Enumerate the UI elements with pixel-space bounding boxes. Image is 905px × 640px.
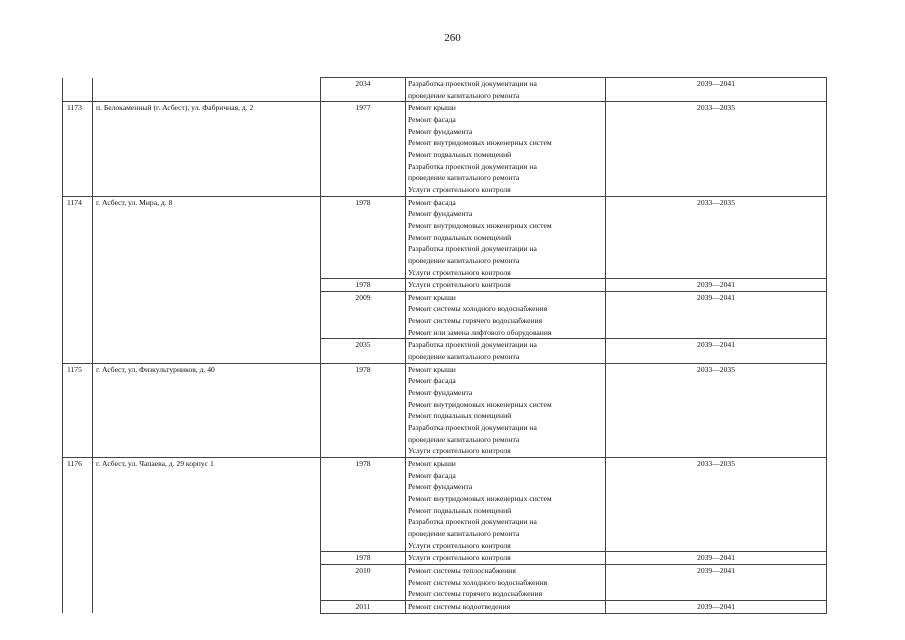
construction-year: 1978 (321, 458, 406, 552)
repair-work-item: Ремонт фасада (408, 376, 456, 386)
repair-works (406, 196, 606, 279)
capital-repair-table (62, 77, 826, 614)
repair-works (406, 279, 606, 292)
planned-period: 2039—2041 (606, 291, 827, 339)
repair-work-item: Ремонт крыши (408, 459, 456, 468)
repair-work-item: Услуги строительного контроля (408, 446, 511, 456)
repair-works (406, 600, 606, 613)
repair-work-item: Ремонт фундамента (408, 126, 473, 136)
table-row (63, 196, 827, 279)
repair-works (406, 291, 606, 339)
repair-work-item: Ремонт системы холодного водоснабжения (408, 304, 548, 314)
planned-period: 2033—2035 (606, 196, 827, 279)
construction-year: 1978 (321, 552, 406, 565)
repair-work-item: Ремонт крыши (408, 364, 456, 374)
repair-works (406, 564, 606, 600)
building-address: г. Асбест, ул. Физкультурников, д. 40 (93, 363, 321, 457)
repair-work-item: Ремонт подвальных помещений (408, 232, 512, 242)
repair-work-item: Ремонт крыши (408, 103, 456, 113)
repair-work-item: проведение капитального ремонта (408, 352, 520, 362)
repair-works (406, 339, 606, 363)
repair-work-item: Разработка проектной документации на (408, 161, 537, 171)
construction-year: 2010 (321, 564, 406, 600)
planned-period: 2039—2041 (606, 279, 827, 292)
repair-work-item: Ремонт системы горячего водоснабжения (408, 316, 543, 326)
repair-work-item: Услуги строительного контроля (408, 267, 511, 277)
repair-work-item: Разработка проектной документации на (408, 340, 537, 350)
planned-period: 2033—2035 (606, 363, 827, 457)
repair-works (406, 78, 606, 102)
table-body (63, 78, 827, 614)
repair-work-item: Услуги строительного контроля (408, 553, 511, 563)
planned-period: 2039—2041 (606, 552, 827, 565)
page-number: 260 (444, 32, 461, 44)
construction-year: 1977 (321, 102, 406, 196)
repair-work-item: Ремонт подвальных помещений (408, 149, 512, 159)
repair-work-item: Услуги строительного контроля (408, 540, 511, 550)
repair-work-item: проведение капитального ремонта (408, 90, 520, 100)
building-address: п. Белокаменный (г. Асбест), ул. Фабричная, д. 2 (93, 102, 321, 196)
construction-year: 1978 (321, 279, 406, 292)
repair-work-item: проведение капитального ремонта (408, 434, 520, 444)
building-number: 1173 (63, 102, 93, 196)
planned-period: 2033—2035 (606, 102, 827, 196)
repair-work-item: Ремонт фундамента (408, 388, 473, 398)
repair-work-item: Ремонт фасада (408, 197, 456, 207)
repair-works (406, 363, 606, 457)
repair-work-item: Разработка проектной документации на (408, 79, 537, 88)
building-address: г. Асбест, ул. Чапаева, д. 29 корпус 1 (93, 458, 321, 614)
table-row (63, 363, 827, 457)
table-row (63, 102, 827, 196)
repair-work-item: Ремонт подвальных помещений (408, 411, 512, 421)
building-address (93, 78, 321, 102)
construction-year: 2034 (321, 78, 406, 102)
repair-work-item: Ремонт фасада (408, 114, 456, 124)
repair-work-item: Ремонт системы теплоснабжения (408, 565, 516, 575)
planned-period: 2039—2041 (606, 78, 827, 102)
repair-work-item: Ремонт внутридомовых инженерных систем (408, 399, 552, 409)
repair-work-item: Услуги строительного контроля (408, 280, 511, 290)
construction-year: 2009 (321, 291, 406, 339)
repair-work-item: Ремонт крыши (408, 292, 456, 302)
repair-work-item: Ремонт фундамента (408, 209, 473, 219)
planned-period: 2039—2041 (606, 564, 827, 600)
repair-work-item: Ремонт фасада (408, 470, 456, 480)
repair-works (406, 552, 606, 565)
repair-work-item: проведение капитального ремонта (408, 173, 520, 183)
construction-year: 1978 (321, 196, 406, 279)
repair-work-item: Ремонт системы холодного водоснабжения (408, 577, 548, 587)
table-row (63, 78, 827, 102)
planned-period: 2039—2041 (606, 600, 827, 613)
construction-year: 2035 (321, 339, 406, 363)
repair-work-item: Разработка проектной документации на (408, 517, 537, 527)
repair-work-item: Разработка проектной документации на (408, 244, 537, 254)
repair-work-item: Ремонт внутридомовых инженерных систем (408, 138, 552, 148)
table-row (63, 458, 827, 552)
building-number (63, 78, 93, 102)
repair-works (406, 102, 606, 196)
repair-work-item: проведение капитального ремонта (408, 255, 520, 265)
repair-work-item: Ремонт или замена лифтового оборудования (408, 327, 552, 337)
building-number: 1175 (63, 363, 93, 457)
building-address: г. Асбест, ул. Мира, д. 8 (93, 196, 321, 363)
repair-work-item: Ремонт внутридомовых инженерных систем (408, 493, 552, 503)
building-number: 1174 (63, 196, 93, 363)
repair-work-item: Разработка проектной документации на (408, 423, 537, 433)
construction-year: 2011 (321, 600, 406, 613)
repair-work-item: Ремонт системы водоотведения (408, 601, 511, 611)
repair-work-item: проведение капитального ремонта (408, 528, 520, 538)
repair-work-item: Ремонт внутридомовых инженерных систем (408, 220, 552, 230)
repair-work-item: Ремонт подвальных помещений (408, 505, 512, 515)
repair-work-item: Ремонт системы горячего водоснабжения (408, 589, 543, 599)
repair-work-item: Ремонт фундамента (408, 482, 473, 492)
construction-year: 1978 (321, 363, 406, 457)
planned-period: 2039—2041 (606, 339, 827, 363)
repair-works (406, 458, 606, 552)
building-number: 1176 (63, 458, 93, 614)
planned-period: 2033—2035 (606, 458, 827, 552)
repair-work-item: Услуги строительного контроля (408, 184, 511, 194)
